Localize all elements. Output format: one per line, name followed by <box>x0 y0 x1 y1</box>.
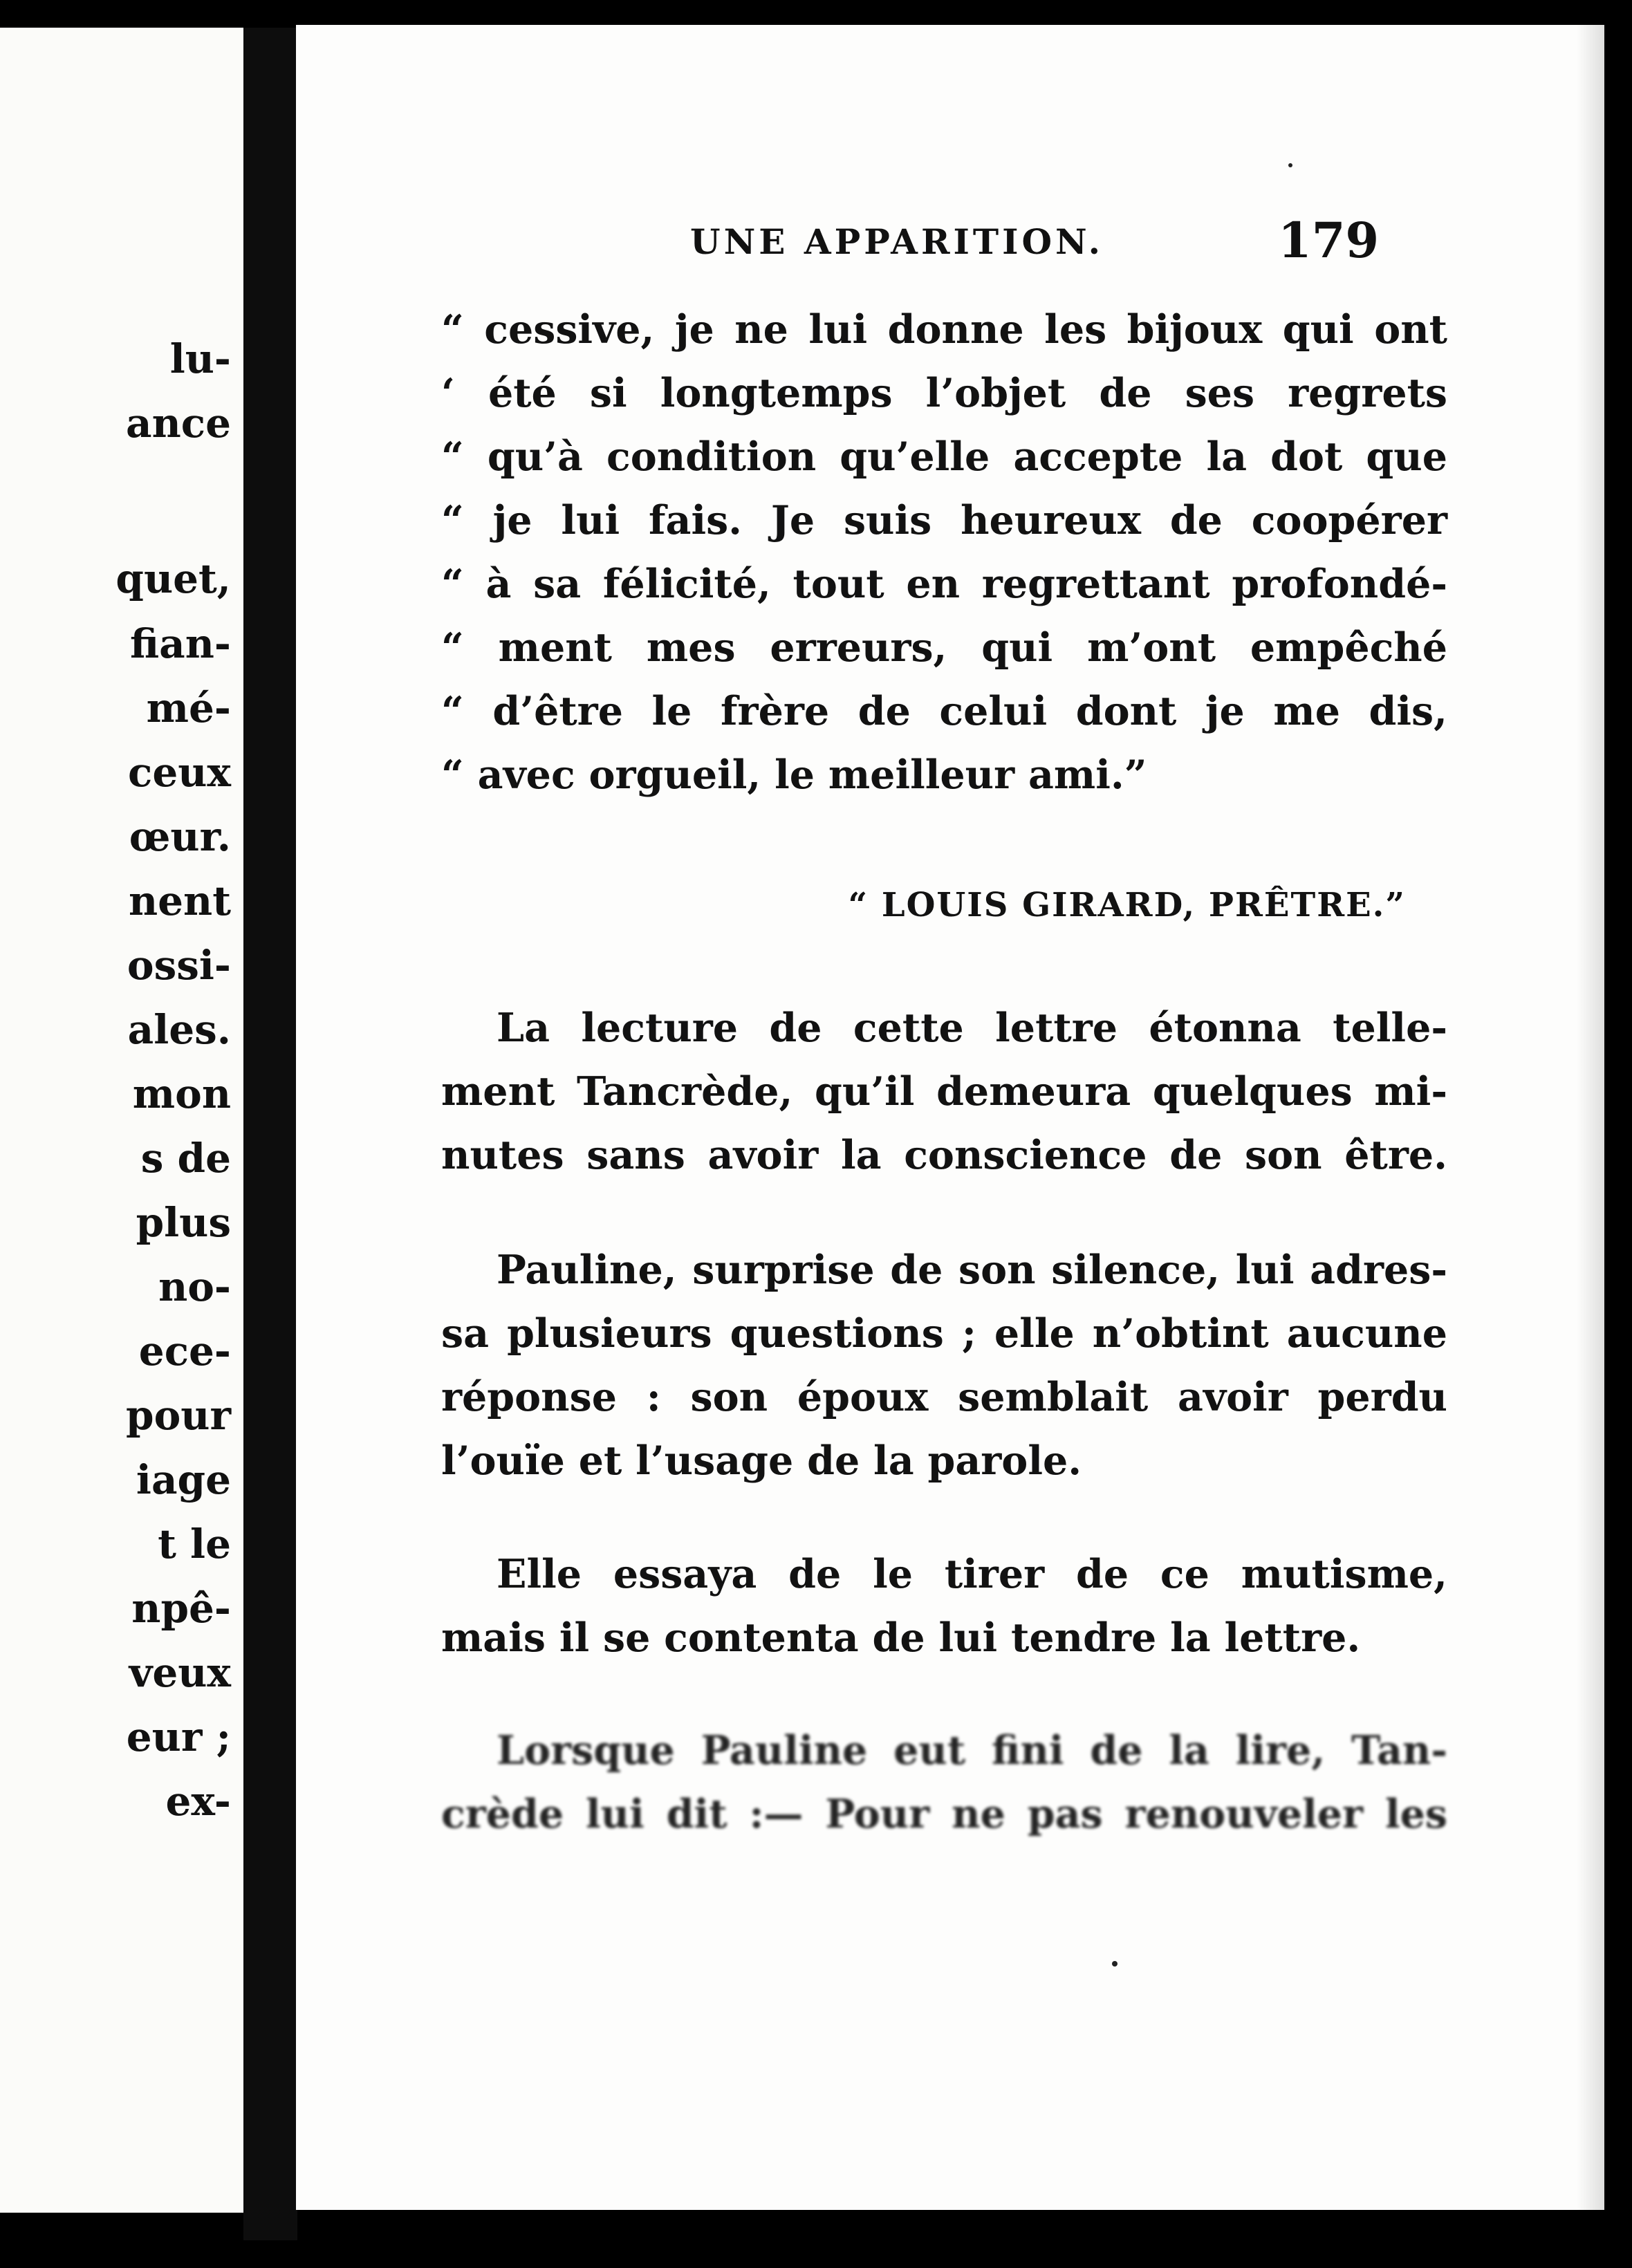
left-page-fragment <box>0 28 243 2213</box>
text-line: mais il se contenta de lui tendre la lettre. <box>441 1615 1361 1661</box>
running-title: UNE APPARITION. <box>690 221 1104 262</box>
left-line: t le <box>158 1521 231 1568</box>
book-gutter <box>243 28 297 2240</box>
letter-quote <box>441 298 1447 807</box>
text-line: “ qu’à condition qu’elle accepte la dot que <box>441 434 1447 480</box>
left-line: s de <box>140 1135 231 1182</box>
text-line: “ avec orgueil, le meilleur ami.” <box>441 752 1147 798</box>
left-line: pour <box>126 1392 231 1439</box>
left-line: plus <box>136 1199 231 1246</box>
page-header <box>296 212 1604 274</box>
right-page <box>296 25 1604 2210</box>
text-line: Lorsque Pauline eut fini de la lire, Tan- <box>497 1727 1447 1774</box>
left-line: lu- <box>169 335 231 382</box>
paragraph <box>441 1238 1447 1493</box>
left-line: quet, <box>115 555 231 602</box>
text-line: “ à sa félicité, tout en regrettant profondé- <box>441 561 1447 607</box>
left-line: nent <box>128 877 231 924</box>
left-line: npê- <box>131 1585 231 1632</box>
paragraph <box>441 1543 1447 1670</box>
left-line: iage <box>136 1456 231 1503</box>
page-number: 179 <box>1278 212 1380 269</box>
paragraph <box>441 1719 1447 1846</box>
left-line: ceux <box>128 749 231 796</box>
text-line: “ d’être le frère de celui dont je me dis, <box>441 688 1447 734</box>
left-line: ance <box>126 400 231 447</box>
ink-speck <box>1112 1961 1118 1967</box>
text-line: “ cessive, je ne lui donne les bijoux qui ont <box>441 306 1447 353</box>
left-line: eur ; <box>126 1713 231 1760</box>
left-line: no- <box>158 1263 231 1310</box>
text-line: nutes sans avoir la conscience de son être. <box>441 1132 1447 1178</box>
text-line: La lecture de cette lettre étonna telle- <box>497 1005 1447 1051</box>
left-line: mon <box>132 1070 231 1117</box>
left-line: mé- <box>146 685 231 732</box>
text-line: “ je lui fais. Je suis heureux de coopérer <box>441 497 1447 543</box>
left-line: ex- <box>165 1778 231 1825</box>
left-line: œur. <box>129 813 231 860</box>
text-line: Pauline, surprise de son silence, lui adres- <box>497 1247 1447 1293</box>
text-line: sa plusieurs questions ; elle n’obtint aucune <box>441 1310 1447 1357</box>
text-line: l’ouïe et l’usage de la parole. <box>441 1438 1082 1484</box>
left-line: veux <box>129 1649 231 1696</box>
left-line: ossi- <box>127 942 231 989</box>
text-line: réponse : son époux semblait avoir perdu <box>441 1374 1447 1420</box>
text-line: ment Tancrède, qu’il demeura quelques mi- <box>441 1068 1447 1115</box>
letter-signature: “ LOUIS GIRARD, PRÊTRE.” <box>848 886 1406 924</box>
page-edge-shadow <box>1577 25 1604 2210</box>
paragraph <box>441 996 1447 1187</box>
text-line: crède lui dit :— Pour ne pas renouveler les <box>441 1791 1447 1837</box>
text-line: Elle essaya de le tirer de ce mutisme, <box>497 1551 1447 1597</box>
ink-speck <box>1288 163 1292 167</box>
text-line: “ ment mes erreurs, qui m’ont empêché <box>441 624 1447 671</box>
left-line: fian- <box>130 620 231 667</box>
text-line: ‘ été si longtemps l’objet de ses regrets <box>441 370 1447 416</box>
left-line: ales. <box>127 1006 231 1053</box>
left-line: ece- <box>138 1328 231 1375</box>
